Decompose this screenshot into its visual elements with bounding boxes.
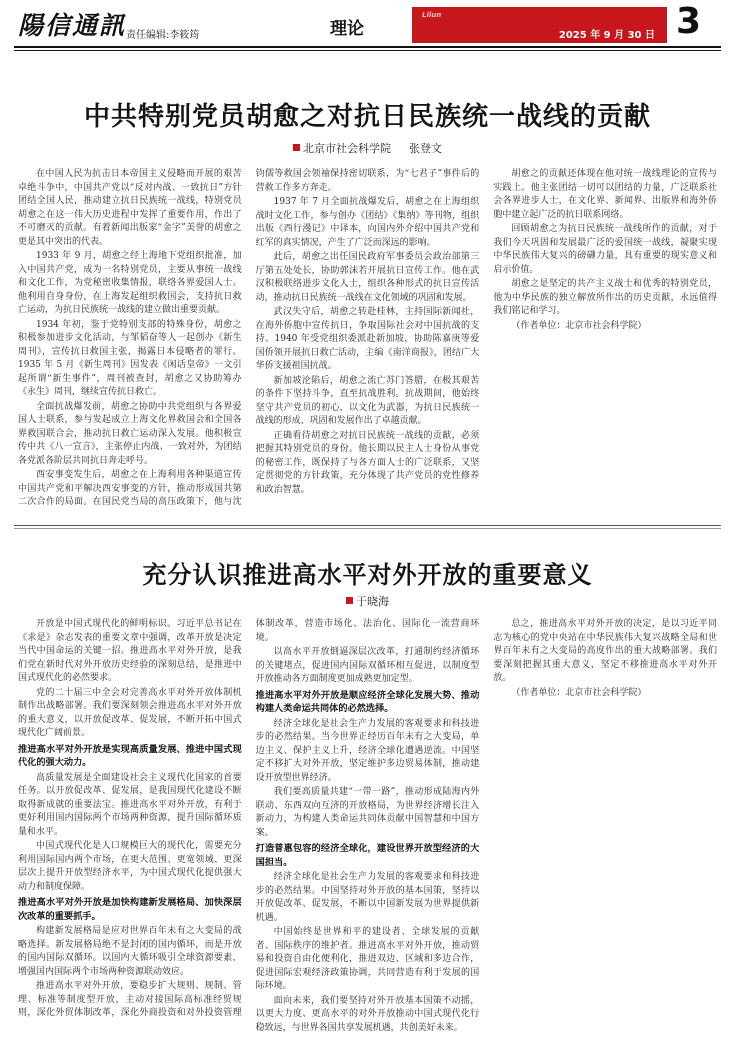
article-2-paragraph: 构建新发展格局是应对世界百年未有之大变局的战略选择。新发展格局绝不是封闭的国内循环，而是开放的国内国际双循环。以国内大循环吸引全球资源要素，增强国内国际两个市场两种资源联动效应。 xyxy=(18,926,242,977)
byline-square-icon xyxy=(346,597,353,604)
article-2-paragraph: 中国式现代化是人口规模巨大的现代化，需要充分利用国际国内两个市场，在更大范围、更宽领域、更深层次上提升开放型经济水平，为中国式现代化提供强大动力和制度保障。 xyxy=(18,841,242,892)
article-2-paragraph: 中国始终是世界和平的建设者、全球发展的贡献者、国际秩序的维护者。推进高水平对外开放，推动贸易和投资自由化便利化，推进双边、区域和多边合作，促进国际宏观经济政策协调，共同营造有利于发展的国际环境。 xyxy=(255,927,480,991)
article-1-paragraph: 全面抗战爆发前，胡愈之协助中共党组织与各界爱国人士联系，参与发起成立上海文化界救国会和全国各界救国联合会，推动抗日救亡运动深入发展。他积极宣传中共《八一宣言》，主张停止内战、一致对外，为团结各党派各阶层共同抗日奔走呼号。 xyxy=(18,401,242,466)
article-1-body xyxy=(18,168,717,510)
article-2-paragraph: 经济全球化是社会生产力发展的客观要求和科技进步的必然结果。中国坚持对外开放的基本国策，坚持以开放促改革、促发展，不断以中国新发展为世界提供新机遇。 xyxy=(255,872,480,923)
article-2-subheading: 推进高水平对外开放是实现高质量发展、推进中国式现代化的强大动力。 xyxy=(18,743,242,768)
article-1-paragraph: 胡愈之的贡献还体现在他对统一战线理论的宣传与实践上。他主张团结一切可以团结的力量，广泛联系社会各界进步人士，在文化界、新闻界、出版界和海外侨胞中建立起广泛的抗日联系网络。 xyxy=(493,169,717,220)
article-2-paragraph: 高质量发展是全面建设社会主义现代化国家的首要任务。以开放促改革、促发展，是我国现代化建设不断取得新成就的重要法宝。推进高水平对外开放，有利于更好利用国内国际两个市场两种资源，提升国际循环质量和水平。 xyxy=(18,772,242,837)
article-1-paragraph: 此后，胡愈之出任国民政府军事委员会政治部第三厅第五处处长，协助郭沫若开展抗日宣传工作。他在武汉积极联络进步文化人士，组织各种形式的抗日宣传活动，推动抗日民族统一战线在文化领域的巩固和发展。 xyxy=(255,252,480,303)
byline-author: 张登文 xyxy=(409,142,442,155)
article-2-paragraph: 我们要高质量共建“一带一路”，推动形成陆海内外联动、东西双向互济的开放格局，为世界经济增长注入新动力，为构建人类命运共同体贡献中国智慧和中国方案。 xyxy=(255,787,480,838)
header-rule xyxy=(14,46,721,48)
article-2-subheading: 推进高水平对外开放是顺应经济全球化发展大势、推动构建人类命运共同体的必然选择。 xyxy=(255,689,480,714)
article-2-byline xyxy=(0,593,735,609)
byline-square-icon xyxy=(293,144,300,151)
header-rule-thin xyxy=(14,50,721,51)
article-1-paragraph: 1933 年 9 月，胡愈之经上海地下党组织批准，加入中国共产党，成为一名特别党员，主要从事统一战线和文化工作，为党秘密收集情报，联络各界爱国人士。他利用自身身份，在上海发起组织救国会，支持抗日救亡运动，为抗日民族统一战线的建立做出重要贡献。 xyxy=(18,251,242,315)
article-2-subheading: 打造普惠包容的经济全球化，建设世界开放型经济的大国担当。 xyxy=(255,843,480,868)
section-subtitle: Lilun xyxy=(422,11,442,19)
issue-date: 2025 年 9 月 30 日 xyxy=(558,30,655,41)
article-2-paragraph: 推进高水平对外开放，要稳步扩大规则、规制、管理、标准等制度型开放，主动对接国际高标准经贸规则，深化外贸体制改革，深化外商投资和对外投资管理体制改革，营造市场化、法治化、国际化一流营商环境。 xyxy=(18,619,480,1018)
article-1-paragraph: （作者单位：北京市社会科学院） xyxy=(511,320,647,331)
article-2-paragraph: 总之，推进高水平对外开放的决定，是以习近平同志为核心的党中央站在中华民族伟大复兴战略全局和世界百年未有之大变局的高度作出的重大战略部署。我们要深刻把握其重大意义，坚定不移推进高水平对外开放。 xyxy=(493,619,717,683)
article-1-paragraph: 1937 年 7 月全面抗战爆发后，胡愈之在上海组织战时文化工作，参与创办《团结》《集纳》等刊物，组织出版《西行漫记》中译本，向国内外介绍中国共产党和红军的真实情况，产生了广泛而深远的影响。 xyxy=(255,197,480,248)
article-2-paragraph: 开放是中国式现代化的鲜明标识。习近平总书记在《求是》杂志发表的重要文章中强调，改革开放是决定当代中国命运的关键一招。推进高水平对外开放，是我们党在新时代对外开放历史经验的深刻总结，是推进中国式现代化的必然要求。 xyxy=(18,619,242,683)
article-1-paragraph: 西安事变发生后，胡愈之在上海利用各种渠道宣传中国共产党和平解决西安事变的方针，推动形成国共第二次合作的局面。在国民党当局的高压政策下，他与沈钧儒等救国会领袖保持密切联系，为“七君子”事件后的营救工作多方奔走。 xyxy=(18,169,480,507)
article-divider xyxy=(14,525,721,526)
byline-author: 于晓海 xyxy=(356,595,389,608)
article-1-paragraph: 1934 年初，鉴于党特别支部的特殊身份，胡愈之积极参加进步文化活动，与邹韬奋等人一起创办《新生周刊》，宣传抗日救国主张，揭露日本侵略者的罪行。1935 年 5 月《新生周刊》因发表《闲话皇帝》一文引起所谓“新生事件”，周刊被查封，胡愈之又协助筹办《永生》周刊，继续宣传抗日救亡。 xyxy=(18,319,242,397)
article-1-paragraph: 在中国人民为抗击日本帝国主义侵略而开展的艰苦卓绝斗争中，中国共产党以“反对内战、一致抗日”方针团结全国人民，推动建立抗日民族统一战线，特别党员胡愈之在这一伟大历史进程中发挥了重要作用，作出了不可磨灭的贡献。有着新闻出版家“金字”美誉的胡愈之更是其中突出的代表。 xyxy=(18,169,242,247)
article-2-signature: （作者单位：北京市社会科学院） xyxy=(511,687,647,698)
responsible-editor: 责任编辑:李筱筠 xyxy=(126,30,200,41)
section-title: 理论 xyxy=(330,19,364,39)
article-1-byline xyxy=(0,140,735,156)
article-1-headline: 中共特别党员胡愈之对抗日民族统一战线的贡献 xyxy=(83,102,651,132)
article-1-paragraph: 武汉失守后，胡愈之转赴桂林，主持国际新闻社，在海外侨胞中宣传抗日，争取国际社会对中国抗战的支持。1940 年受党组织委派赴新加坡，协助陈嘉庚等爱国侨领开展抗日救亡活动，主编《南洋商报》，团结广大华侨支援祖国抗战。 xyxy=(255,307,480,371)
header-red-bar xyxy=(412,7,667,43)
article-2-subheading: 推进高水平对外开放是加快构建新发展格局、加快深层次改革的重要抓手。 xyxy=(18,897,242,922)
masthead xyxy=(0,0,735,60)
article-1-paragraph: 新加坡沦陷后，胡愈之流亡苏门答腊，在极其艰苦的条件下坚持斗争，直至抗战胜利。抗战期间，他始终坚守共产党员的初心，以文化为武器，为抗日民族统一战线的形成、巩固和发展作出了卓越贡献。 xyxy=(255,375,480,426)
article-1-paragraph: 胡愈之是坚定的共产主义战士和优秀的特别党员，他为中华民族的独立解放所作出的历史贡献，永远值得我们铭记和学习。 xyxy=(493,279,717,316)
newspaper-name: 陽信通訊 xyxy=(18,11,127,40)
article-2-paragraph: 以高水平开放倒逼深层次改革，打通制约经济循环的关键堵点，促进国内国际双循环相互促进，以制度型开放推动各方面制度更加成熟更加定型。 xyxy=(255,647,480,684)
article-2-paragraph: 经济全球化是社会生产力发展的客观要求和科技进步的必然结果。当今世界正经历百年未有之大变局，单边主义、保护主义上升，经济全球化遭遇逆流。中国坚定不移扩大对外开放，坚定维护多边贸易体制，推动建设开放型世界经济。 xyxy=(255,718,480,783)
byline-organization: 北京市社会科学院 xyxy=(303,142,391,155)
article-2-headline: 充分认识推进高水平对外开放的重要意义 xyxy=(142,561,593,589)
article-1-paragraph: 正确看待胡愈之对抗日民族统一战线的贡献，必须把握其特别党员的身份。他长期以民主人士身份从事党的秘密工作，既保持了与各方面人士的广泛联系，又坚定贯彻党的方针政策，充分体现了共产党员的党性修养和政治智慧。 xyxy=(255,430,480,495)
page-number: 3 xyxy=(676,1,702,42)
article-2-body xyxy=(18,618,717,1042)
article-divider-thin xyxy=(14,528,721,529)
article-1-paragraph: 回顾胡愈之为抗日民族统一战线所作的贡献，对于我们今天巩固和发展最广泛的爱国统一战线，凝聚实现中华民族伟大复兴的磅礴力量，具有重要的现实意义和启示价值。 xyxy=(493,224,717,275)
article-2-paragraph: 党的二十届三中全会对完善高水平对外开放体制机制作出战略部署。我们要深刻领会推进高水平对外开放的重大意义，以开放促改革、促发展，不断开拓中国式现代化广阔前景。 xyxy=(18,687,242,738)
article-2-paragraph: 面向未来，我们要坚持对外开放基本国策不动摇，以更大力度、更高水平的对外开放推动中国式现代化行稳致远，与世界各国共享发展机遇，共创美好未来。 xyxy=(255,995,480,1033)
